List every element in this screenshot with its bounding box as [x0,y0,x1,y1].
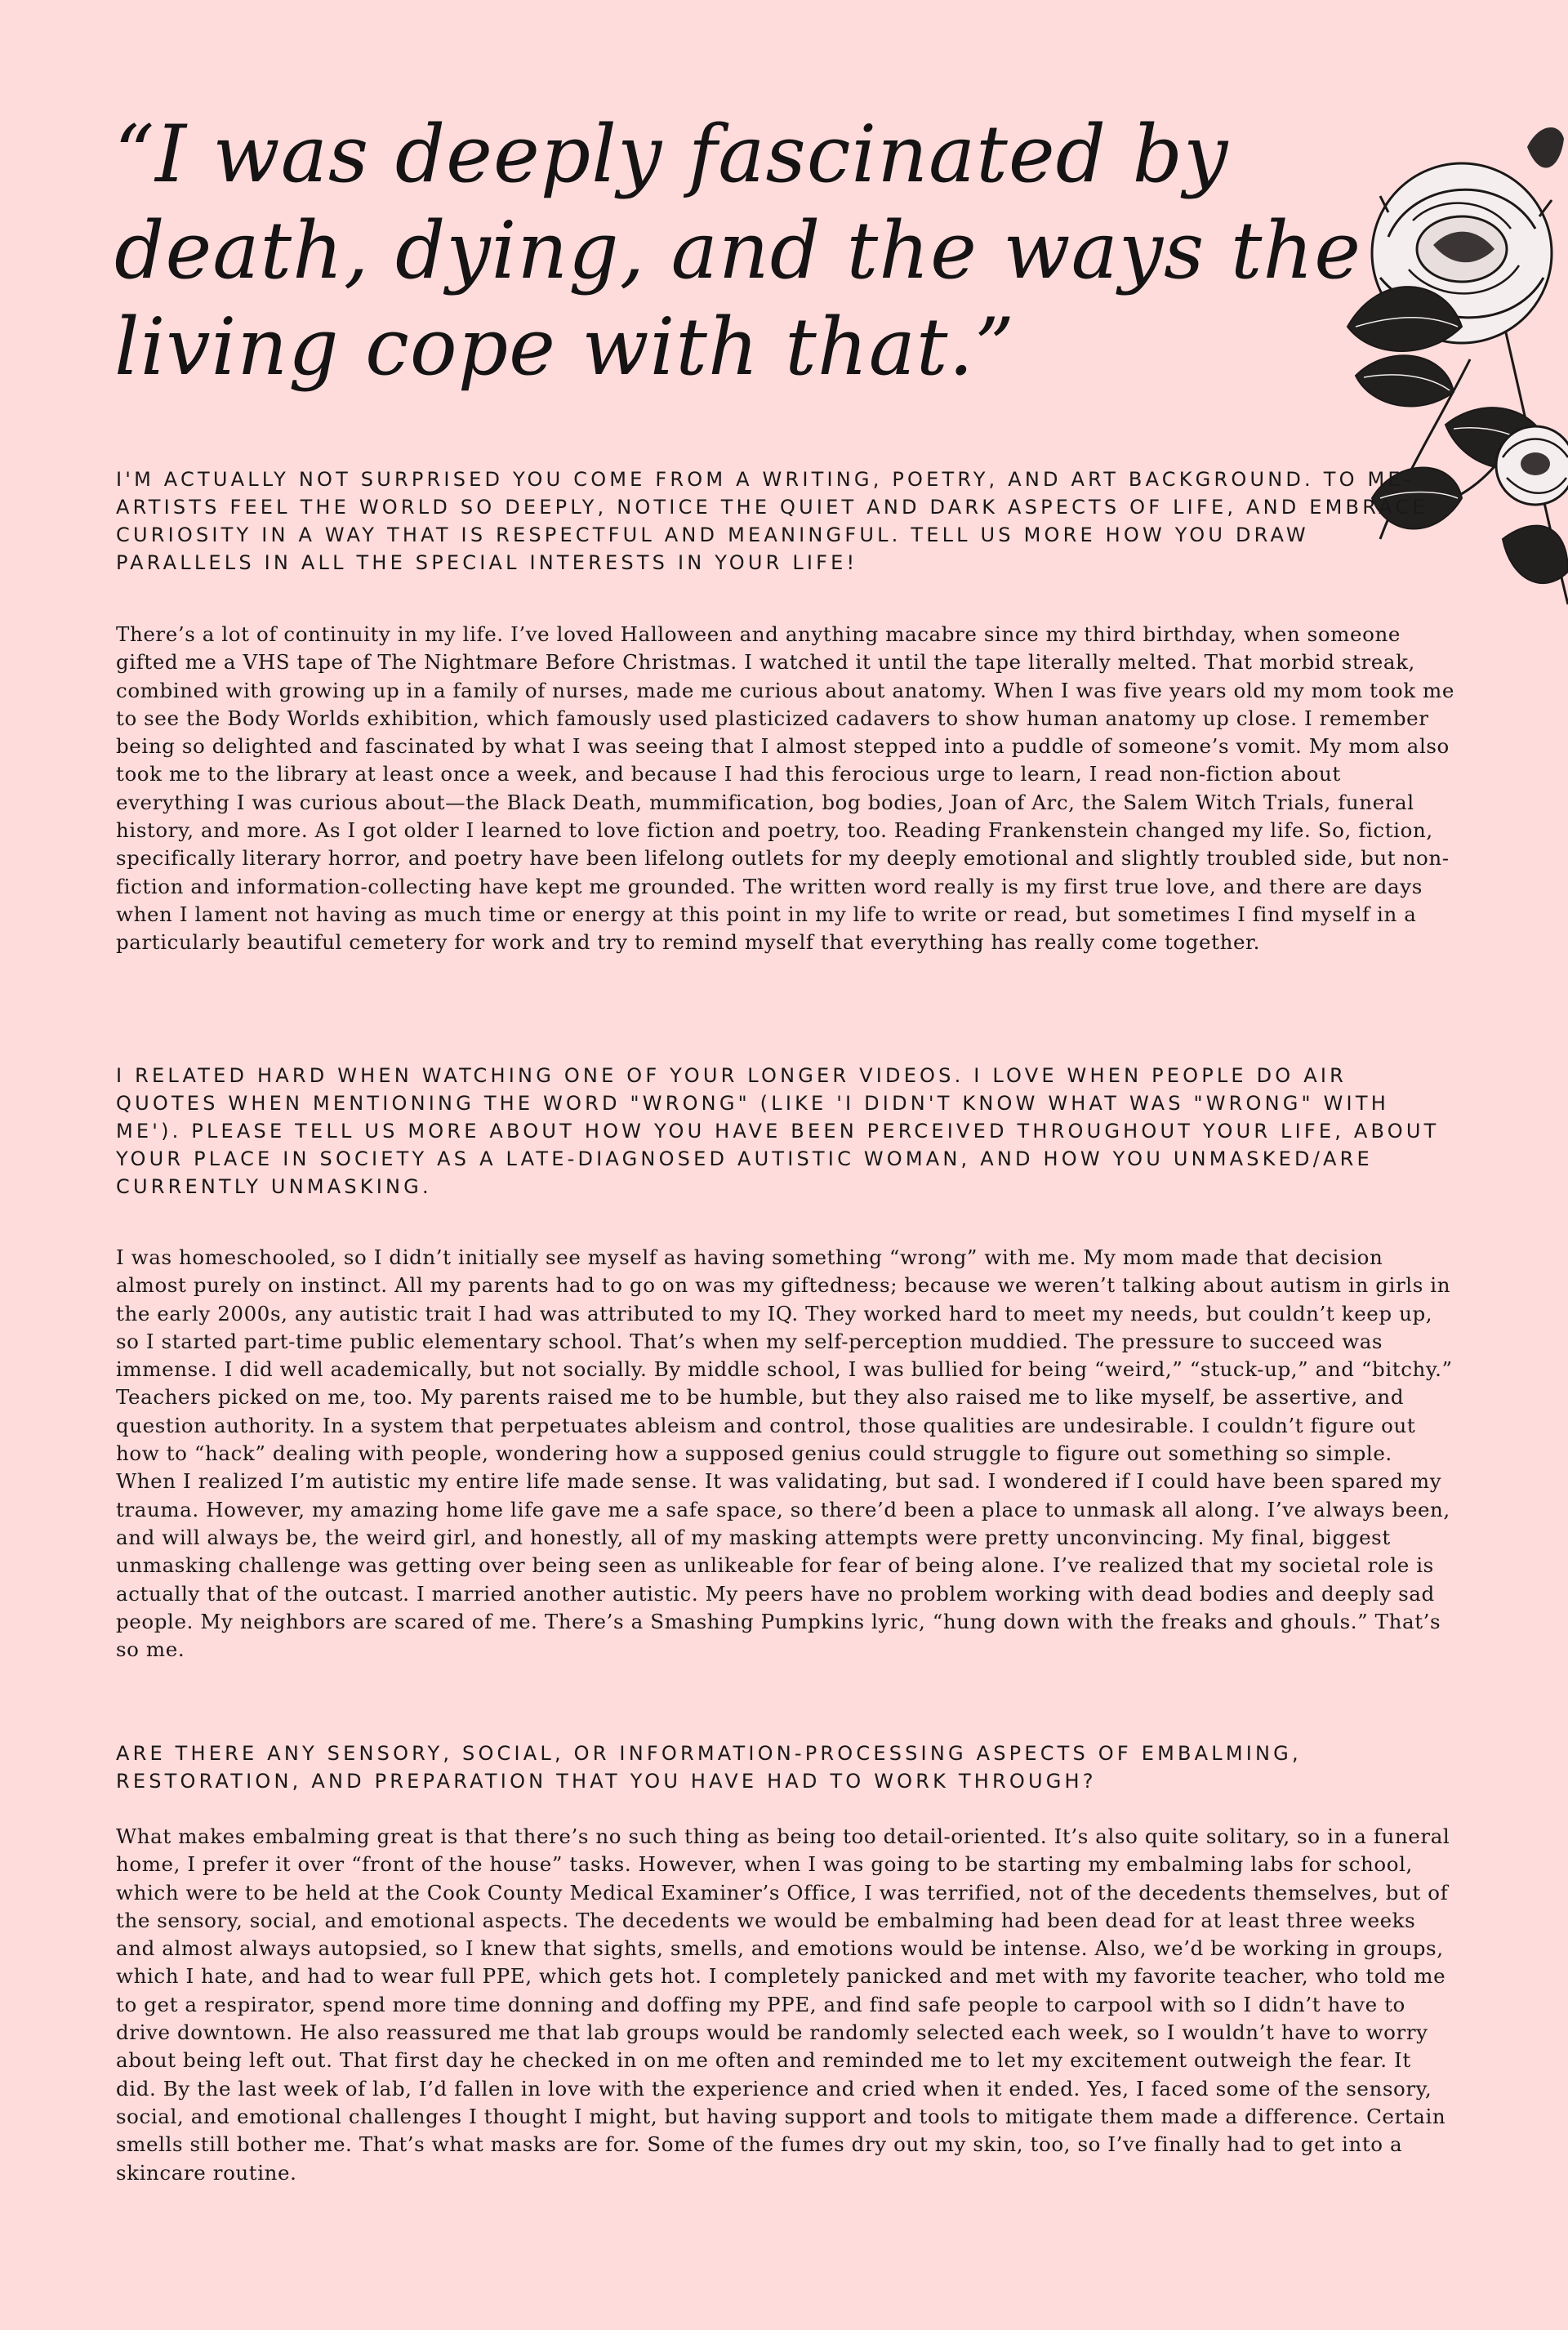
interview-question-1: I'M ACTUALLY NOT SURPRISED YOU COME FROM A WRITING, POETRY, AND ART BACKGROUND. TO ME- ARTISTS FEEL THE WORLD SO DEEPLY, NOTICE THE QUIET AND DARK ASPECTS OF LIFE, AND EMBRACE CURIOSITY IN A WAY THAT IS RESPECTFUL AND MEANINGFUL. TELL US MORE HOW YOU DRAW PARALLELS IN ALL THE SPECIAL INTERESTS IN YOUR LIFE! [116,468,1428,574]
interview-question-2: I RELATED HARD WHEN WATCHING ONE OF YOUR LONGER VIDEOS. I LOVE WHEN PEOPLE DO AIR QUOTES WHEN MENTIONING THE WORD "WRONG" (LIKE 'I DIDN'T KNOW WHAT WAS "WRONG" WITH ME'). PLEASE TELL US MORE ABOUT HOW YOU HAVE BEEN PERCEIVED THROUGHOUT YOUR LIFE, ABOUT YOUR PLACE IN SOCIETY AS A LATE-DIAGNOSED AUTISTIC WOMAN, AND HOW YOU UNMASKED/ARE CURRENTLY UNMASKING. [116,1064,1440,1198]
flower-bloom-small [1496,426,1568,505]
interview-question-3: ARE THERE ANY SENSORY, SOCIAL, OR INFORMATION-PROCESSING ASPECTS OF EMBALMING, RESTORATION, AND PREPARATION THAT YOU HAVE HAD TO WORK THROUGH? [116,1742,1302,1793]
interview-answer-3: What makes embalming great is that there’s no such thing as being too detail-oriented. It’s also quite solitary, so in a funeral home, I prefer it over “front of the house” tasks. However, when I was going to be starting my embalming labs for school, which were to be held at the Cook County Medical Examiner’s Office, I was terrified, not of the decedents themselves, but of the sensory, social, and emotional aspects. The decedents we would be embalming had been dead for at least three weeks and almost always autopsied, so I knew that sights, smells, and emotions would be intense. Also, we’d be working in groups, which I hate, and had to wear full PPE, which gets hot. I completely panicked and met with my favorite teacher, who told me to get a respirator, spend more time donning and doffing my PPE, and find safe people to carpool with so I didn’t have to drive downtown. He also reassured me that lab groups would be randomly selected each week, so I wouldn’t have to worry about being left out. That first day he checked in on me often and reminded me to let my excitement outweigh the fear. It did. By the last week of lab, I’d fallen in love with the experience and cried when it ended. Yes, I faced some of the sensory, social, and emotional challenges I thought I might, but having support and tools to mitigate them made a difference. Certain smells still bother me. That’s what masks are for. Some of the fumes dry out my skin, too, so I’ve finally had to get into a skincare routine. [116,1824,1450,2185]
interview-answer-2: I was homeschooled, so I didn’t initially see myself as having something “wrong” with me. My mom made that decision almost purely on instinct. All my parents had to go on was my giftedness; because we weren’t talking about autism in girls in the early 2000s, any autistic trait I had was attributed to my IQ. They worked hard to meet my needs, but couldn’t keep up, so I started part-time public elementary school. That’s when my self-perception muddied. The pressure to succeed was immense. I did well academically, but not socially. By middle school, I was bullied for being “weird,” “stuck-up,” and “bitchy.” Teachers picked on me, too. My parents raised me to be humble, but they also raised me to like myself, be assertive, and question authority. In a system that perpetuates ableism and control, those qualities are undesirable. I couldn’t figure out how to “hack” dealing with people, wondering how a supposed genius could struggle to figure out something so simple. When I realized I’m autistic my entire life made sense. It was validating, but sad. I wondered if I could have been spared my trauma. However, my amazing home life gave me a safe space, so there’d been a place to unmask all along. I’ve always been, and will always be, the weird girl, and honestly, all of my masking attempts were pretty unconvincing. My final, biggest unmasking challenge was getting over being seen as unlikeable for fear of being alone. I’ve realized that my societal role is actually that of the outcast. I married another autistic. My peers have no problem working with dead bodies and deeply sad people. My neighbors are scared of me. There’s a Smashing Pumpkins lyric, “hung down with the freaks and ghouls.” That’s so me. [116,1245,1453,1662]
interview-answer-1: There’s a lot of continuity in my life. I’ve loved Halloween and anything macabre since my third birthday, when someone gifted me a VHS tape of The Nightmare Before Christmas. I watched it until the tape literally melted. That morbid streak, combined with growing up in a family of nurses, made me curious about anatomy. When I was five years old my mom took me to see the Body Worlds exhibition, which famously used plasticized cadavers to show human anatomy up close. I remember being so delighted and fascinated by what I was seeing that I almost stepped into a puddle of someone’s vomit. My mom also took me to the library at least once a week, and because I had this ferocious urge to learn, I read non-fiction about everything I was curious about—the Black Death, mummification, bog bodies, Joan of Arc, the Salem Witch Trials, funeral history, and more. As I got older I learned to love fiction and poetry, too. Reading Frankenstein changed my life. So, fiction, specifically literary horror, and poetry have been lifelong outlets for my deeply emotional and slightly troubled side, but non-fiction and information-collecting have kept me grounded. The written word really is my first true love, and there are days when I lament not having as much time or energy at this point in my life to write or read, but sometimes I find myself in a particularly beautiful cemetery for work and try to remind myself that everything has really come together. [116,622,1454,955]
pull-quote: “I was deeply fascinated by death, dying, and the ways the living cope with that.” [114,109,1362,393]
